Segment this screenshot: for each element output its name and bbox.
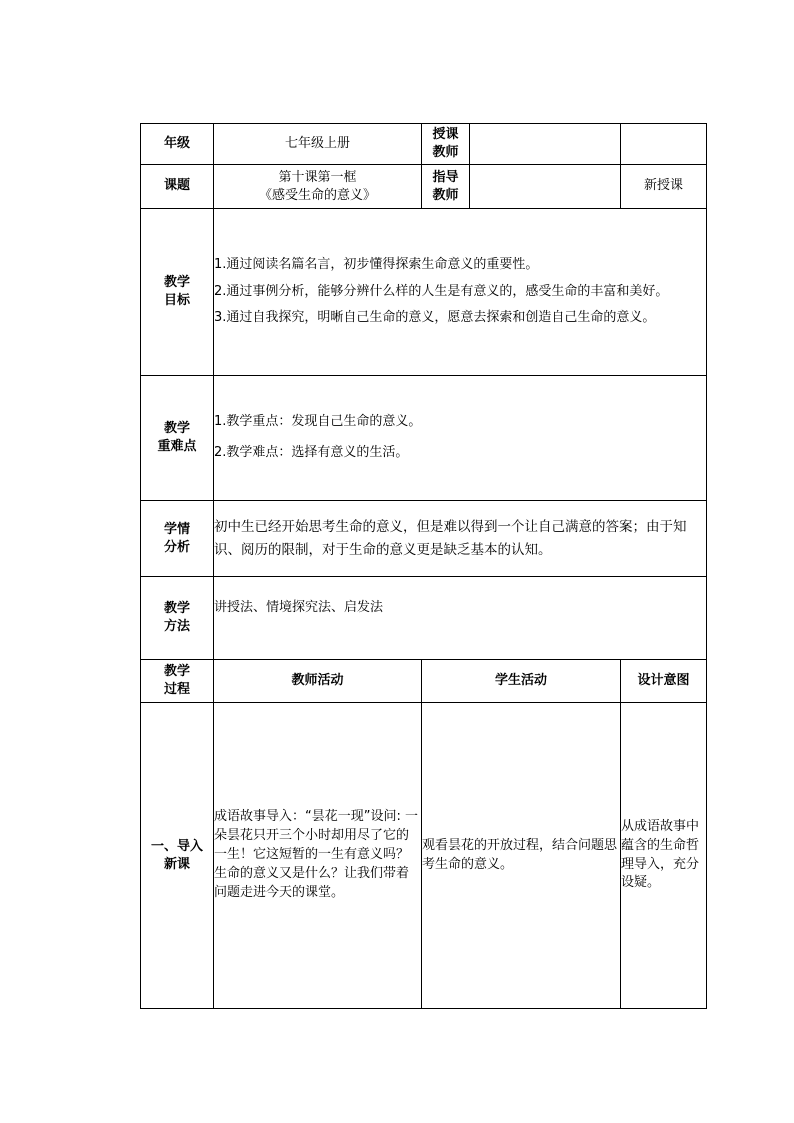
process-label-line1: 教学 (163, 664, 190, 680)
analysis-label-line1: 学情 (163, 521, 190, 537)
goals-row (141, 209, 707, 376)
methods-row (141, 577, 707, 660)
key-points-content (214, 376, 707, 501)
key-points-label-line2: 重难点 (157, 439, 197, 454)
extra-value (621, 124, 707, 165)
intro-row (141, 703, 707, 1009)
process-label-line2: 过程 (163, 682, 190, 697)
guide-label-line1: 指导 (432, 169, 459, 185)
grade-label: 年级 (141, 124, 214, 165)
topic-label: 课题 (141, 165, 214, 209)
teacher-label-line1: 授课 (432, 127, 459, 143)
methods-label-line1: 教学 (163, 601, 190, 617)
grade-value: 七年级上册 (214, 124, 422, 165)
analysis-row (141, 501, 707, 577)
goals-content (214, 209, 707, 376)
goals-label-line1: 教学 (163, 275, 190, 291)
goal-item: 2.通过事例分析，能够分辨什么样的人生是有意义的，感受生命的丰富和美好。 (214, 283, 669, 299)
teacher-label-line2: 教师 (432, 145, 459, 160)
key-point-item: 1.教学重点：发现自己生命的意义。 (214, 414, 422, 430)
guide-label-line2: 教师 (432, 187, 459, 203)
methods-content (214, 577, 707, 660)
intro-label-line1: 一、导入 (150, 838, 203, 854)
design-intent-header: 设计意图 (621, 660, 707, 703)
analysis-label (141, 501, 214, 577)
analysis-content (214, 501, 707, 577)
methods-label-line2: 方法 (163, 619, 190, 634)
teacher-value (470, 124, 621, 165)
key-points-label (141, 376, 214, 501)
teacher-label (422, 124, 470, 165)
guide-value (470, 165, 621, 209)
goals-label (141, 209, 214, 376)
intro-label-line2: 新课 (163, 856, 190, 872)
process-header-row (141, 660, 707, 703)
student-activity-header: 学生活动 (422, 660, 621, 703)
grade-row (141, 124, 707, 165)
key-point-item: 2.教学难点：选择有意义的生活。 (214, 445, 409, 460)
goal-item: 3.通过自我探究，明晰自己生命的意义，愿意去探索和创造自己生命的意义。 (214, 310, 656, 326)
analysis-text: 初中生已经开始思考生命的意义，但是难以得到一个让自己满意的答案；由于知识、阅历的限制，对于生命的意义更是缺乏基本的认知。 (214, 519, 687, 558)
methods-label (141, 577, 214, 660)
methods-text: 讲授法、情境探究法、启发法 (214, 600, 384, 615)
process-label (141, 660, 214, 703)
intro-design-intent: 从成语故事中蕴含的生命哲理导入，充分设疑。 (621, 703, 707, 1009)
lesson-type: 新授课 (621, 165, 707, 209)
topic-value-line2: 《感受生命的意义》 (258, 187, 376, 203)
goals-label-line2: 目标 (163, 293, 190, 308)
guide-label (422, 165, 470, 209)
key-points-label-line1: 教学 (163, 421, 190, 437)
lesson-plan-table (140, 123, 707, 1009)
analysis-label-line2: 分析 (163, 539, 190, 555)
key-points-row (141, 376, 707, 501)
intro-student-activity: 观看昙花的开放过程，结合问题思考生命的意义。 (422, 703, 621, 1009)
topic-value (214, 165, 422, 209)
topic-value-line1: 第十课第一框 (278, 169, 357, 185)
intro-teacher-activity: 成语故事导入：“昙花一现”设问: 一朵昙花只开三个小时却用尽了它的一生！它这短暂的一生有意义吗？生命的意义又是什么？让我们带着问题走进今天的课堂。 (214, 703, 422, 1009)
intro-label (141, 703, 214, 1009)
teacher-activity-header: 教师活动 (214, 660, 422, 703)
topic-row (141, 165, 707, 209)
goal-item: 1.通过阅读名篇名言，初步懂得探索生命意义的重要性。 (214, 256, 539, 272)
